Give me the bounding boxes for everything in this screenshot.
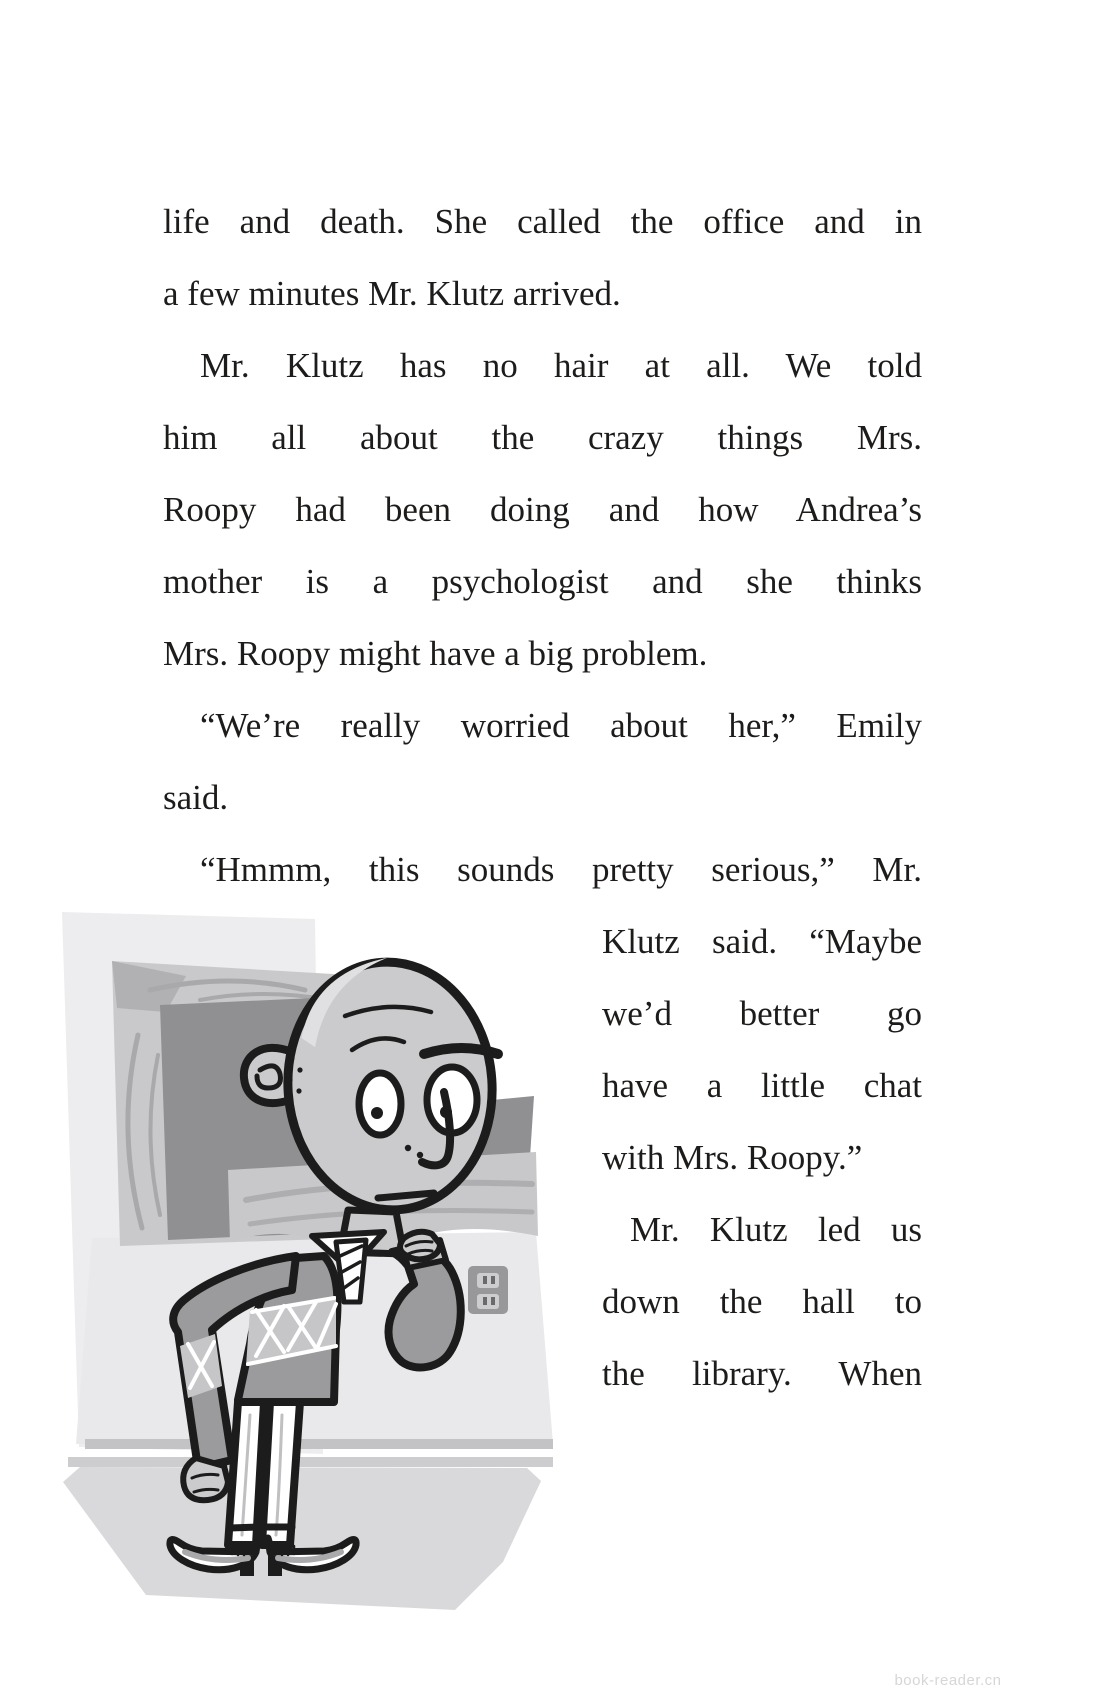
text-line: said. bbox=[163, 778, 229, 817]
text-line: “Hmmm, this sounds pretty serious,” Mr. bbox=[200, 850, 922, 889]
floor-shadow bbox=[63, 1467, 541, 1610]
text-line: down the hall to bbox=[602, 1282, 922, 1321]
text-line: Klutz said. “Maybe bbox=[602, 922, 922, 961]
text-line: “We’re really worried about her,” Emily bbox=[200, 706, 922, 745]
text-line: life and death. She called the office and in bbox=[163, 202, 922, 241]
text-line: the library. When bbox=[602, 1354, 922, 1393]
baseboard bbox=[85, 1439, 553, 1449]
page-text-wrapped bbox=[602, 906, 922, 1410]
text-line: Mr. Klutz led us bbox=[630, 1210, 922, 1249]
text-line: mother is a psychologist and she thinks bbox=[163, 562, 922, 601]
text-line: Mrs. Roopy might have a big problem. bbox=[163, 634, 708, 673]
text-line: Roopy had been doing and how Andrea’s bbox=[163, 490, 922, 529]
text-line: with Mrs. Roopy.” bbox=[602, 1138, 863, 1177]
text-line: Mr. Klutz has no hair at all. We told bbox=[200, 346, 922, 385]
outlet-icon bbox=[468, 1266, 508, 1314]
text-line: we’d better go bbox=[602, 994, 922, 1033]
text-line: have a little chat bbox=[602, 1066, 922, 1105]
text-line: him all about the crazy things Mrs. bbox=[163, 418, 922, 457]
reader-watermark: book-reader.cn bbox=[894, 1672, 1002, 1689]
text-line: a few minutes Mr. Klutz arrived. bbox=[163, 274, 621, 313]
page-text-main bbox=[163, 186, 922, 906]
